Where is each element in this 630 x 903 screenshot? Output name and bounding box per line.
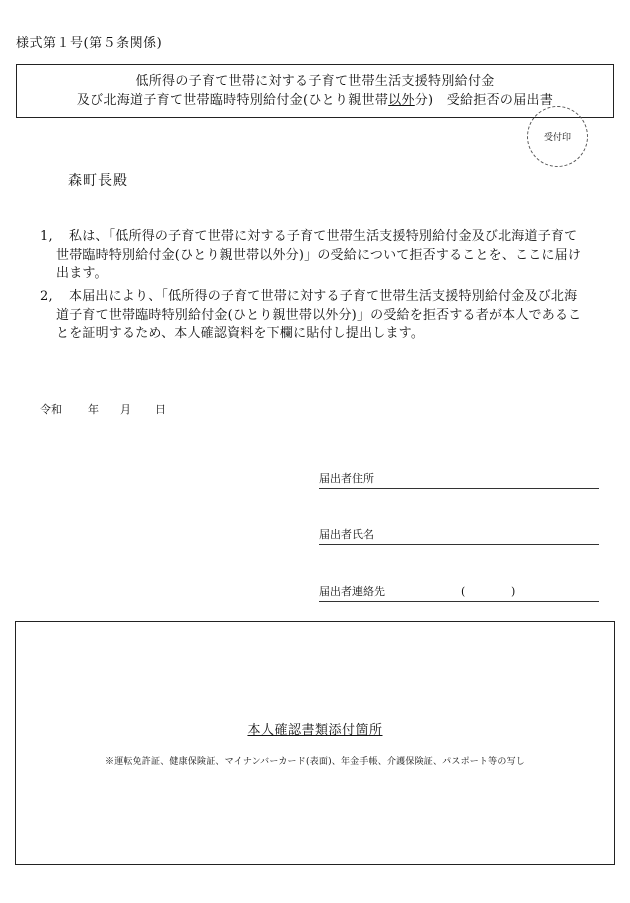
title-line-2-underlined: 以外 xyxy=(388,93,415,108)
name-field[interactable] xyxy=(319,528,599,545)
clause-2 xyxy=(40,288,590,348)
document-title-box xyxy=(16,64,614,118)
contact-label: 届出者連絡先 xyxy=(319,585,385,598)
clause-number: 2, xyxy=(40,289,53,304)
recipient: 森町長殿 xyxy=(68,173,128,189)
date-day: 日 xyxy=(155,403,166,416)
id-document-attachment-area xyxy=(15,621,615,865)
stamp-label: 受付印 xyxy=(543,133,571,143)
reception-stamp-area xyxy=(527,106,588,167)
date-era: 令和 xyxy=(40,403,62,416)
address-field[interactable] xyxy=(319,472,599,489)
clause-text: 私は、「低所得の子育て世帯に対する子育て世帯生活支援特別給付金及び北海道子育て世帯臨時特別給付金(ひとり親世帯以外分)」の受給について拒否することを、ここに届け出ます。 xyxy=(56,229,582,281)
address-label: 届出者住所 xyxy=(319,472,374,485)
contact-paren-close: ) xyxy=(511,585,516,598)
clause-text: 本届出により、「低所得の子育て世帯に対する子育て世帯生活支援特別給付金及び北海道子育て世帯臨時特別給付金(ひとり親世帯以外分)」の受給を拒否する者が本人であることを証明するため、本人確認資料を下欄に貼付し提出します。 xyxy=(56,289,582,341)
contact-field[interactable] xyxy=(319,585,599,602)
contact-paren-open: ( xyxy=(461,585,466,598)
date-year: 年 xyxy=(88,403,99,416)
title-line-1: 低所得の子育て世帯に対する子育て世帯生活支援特別給付金 xyxy=(135,74,495,89)
name-label: 届出者氏名 xyxy=(319,528,374,541)
form-number: 様式第１号(第５条関係) xyxy=(16,36,163,51)
clause-1 xyxy=(40,228,590,288)
clause-number: 1, xyxy=(40,229,53,244)
date-line xyxy=(40,401,166,417)
attachment-title: 本人確認書類添付箇所 xyxy=(247,723,383,738)
attachment-note: ※運転免許証、健康保険証、マイナンバーカード(表面)、年金手帳、介護保険証、パスポート等の写し xyxy=(105,757,525,767)
title-line-2 xyxy=(77,91,553,110)
date-month: 月 xyxy=(120,403,131,416)
title-line-2-pre: 及び北海道子育て世帯臨時特別給付金(ひとり親世帯 xyxy=(76,93,389,108)
title-line-2-post: 分) 受給拒否の届出書 xyxy=(414,93,554,108)
